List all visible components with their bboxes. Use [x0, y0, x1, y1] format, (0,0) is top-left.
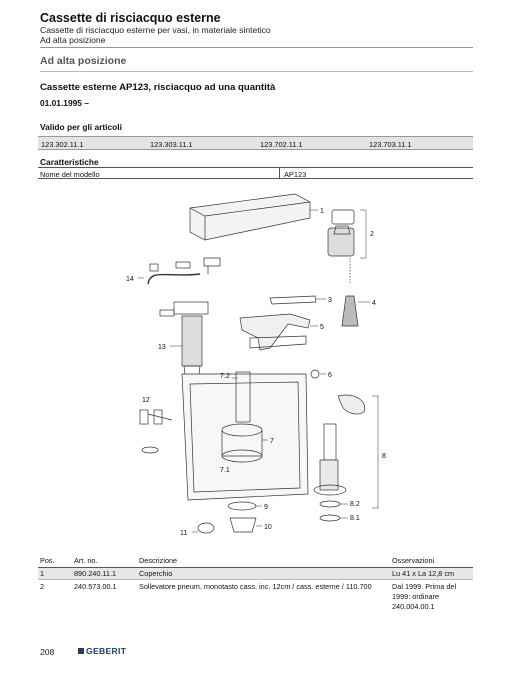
row-pos: 1 [40, 569, 45, 578]
parts-table-header [38, 556, 473, 568]
row-desc: Sollevatore pneum. monotasto cass. inc. 12cm / cass. esterne / 110.700 [139, 582, 372, 591]
drawing-label: 10 [264, 524, 272, 531]
drawing-label: 4 [372, 300, 376, 307]
drawing-label: 8.1 [350, 515, 360, 522]
drawing-label: 14 [126, 276, 134, 283]
header-art: Art. no. [74, 556, 98, 565]
header-rule [40, 47, 473, 48]
parts-table [38, 556, 473, 616]
section-title: Ad alta posizione [40, 55, 127, 67]
row-art: 240.573.00.1 [74, 582, 117, 591]
row-obs: Dal 1999. Prima del 1999: ordinare 240.004.00.1 [392, 582, 457, 611]
fill-valve-part [160, 302, 208, 384]
page-number: 208 [40, 647, 55, 657]
drawing-label: 9 [264, 504, 268, 511]
page-subtitle: Cassette di risciacquo esterne per vasi, in materiale sintetico [40, 25, 271, 35]
model-title: Cassette esterne AP123, risciacquo ad una quantità [40, 82, 276, 93]
header-obs: Osservazioni [392, 556, 435, 565]
drawing-label: 7.1 [220, 467, 230, 474]
characteristic-value: AP123 [284, 170, 307, 179]
drawing-label: 13 [158, 344, 166, 351]
table-row [38, 580, 473, 616]
section-rule [40, 71, 473, 72]
drawing-label: 8.2 [350, 501, 360, 508]
article-number: 123.303.11.1 [150, 140, 193, 149]
drawing-label: 7 [270, 438, 274, 445]
drawing-label: 8 [382, 453, 386, 460]
tank-body [182, 374, 308, 500]
row-obs: Lu 41 x La 12,8 cm [392, 569, 455, 578]
article-number: 123.302.11.1 [41, 140, 84, 149]
cover-part [190, 194, 310, 240]
drawing-label: 6 [328, 372, 332, 379]
drawing-label: 12 [142, 397, 150, 404]
validity-date: 01.01.1995 – [40, 98, 89, 108]
page-subtitle-2: Ad alta posizione [40, 35, 106, 45]
brand-logo [78, 646, 126, 656]
drawing-label: 1 [320, 208, 324, 215]
drawing-label: 7.2 [220, 373, 230, 380]
drawing-label: 5 [320, 324, 324, 331]
exploded-view-drawing [110, 188, 410, 548]
drawing-label: 2 [370, 231, 374, 238]
header-desc: Descrizione [139, 556, 178, 565]
logo-square-icon [78, 648, 84, 654]
table-row [38, 568, 473, 580]
drain-assembly-part [314, 395, 365, 495]
row-pos: 2 [40, 582, 45, 591]
articles-row [38, 136, 473, 150]
valid-articles-label: Valido per gli articoli [40, 122, 122, 132]
row-desc: Coperchio [139, 569, 173, 578]
brand-name: GEBERIT [86, 646, 127, 656]
page-title: Cassette di risciacquo esterne [40, 11, 221, 25]
drawing-label: 3 [328, 297, 332, 304]
column-divider [279, 168, 280, 179]
actuator-part [328, 210, 354, 283]
characteristics-label: Caratteristiche [40, 157, 99, 167]
article-number: 123.703.11.1 [369, 140, 412, 149]
article-number: 123.702.11.1 [260, 140, 303, 149]
row-art: 890.240.11.1 [74, 569, 117, 578]
characteristic-key: Nome del modello [40, 170, 100, 179]
header-pos: Pos. [40, 556, 55, 565]
characteristics-table [38, 167, 473, 179]
drawing-label: 11 [180, 530, 188, 537]
